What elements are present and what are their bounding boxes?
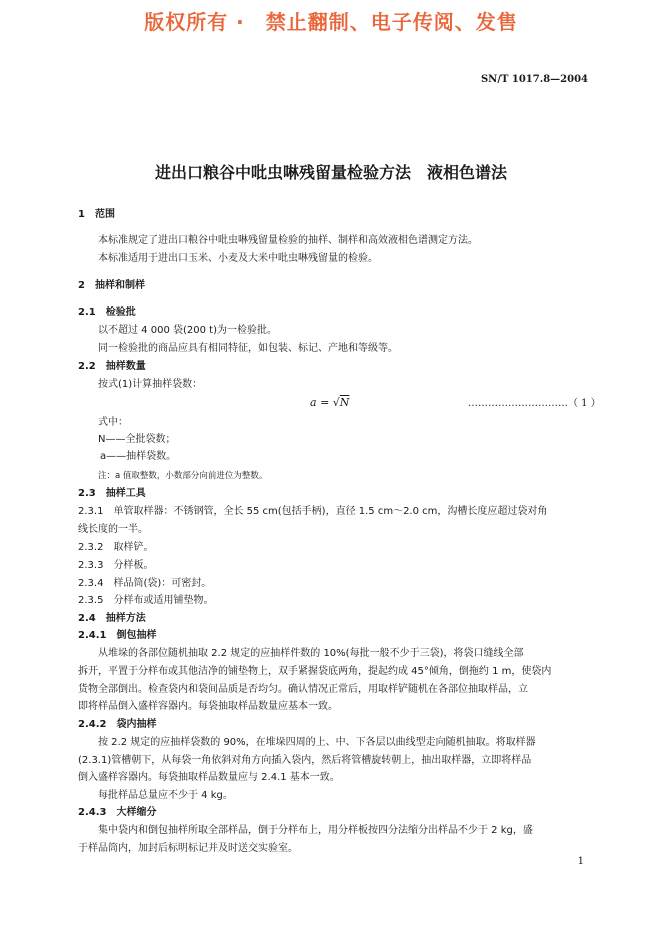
section-2-3-heading: 2.3 抽样工具	[78, 488, 146, 499]
section-2-4-1-heading: 2.4.1 倒包抽样	[78, 630, 157, 641]
section-2-3-1-line-1: 2.3.1 单管取样器：不锈钢管，全长 55 cm(包括手柄)，直径 1.5 cm～2.0 cm，沟槽长度应超过袋对角	[78, 506, 548, 517]
page-number: 1	[577, 856, 584, 867]
section-2-3-4: 2.3.4 样品筒(袋)：可密封。	[78, 578, 212, 589]
section-2-1-paragraph-1: 以不超过 4 000 袋(200 t)为一检验批。	[98, 325, 277, 336]
watermark: 版权所有 · 禁止翻制、电子传阅、发售	[144, 10, 518, 34]
section-1-heading: 1 范围	[78, 209, 115, 220]
section-2-4-2-line-4: 每批样品总量应不少于 4 kg。	[98, 790, 233, 801]
equation-number: …………………………（ 1 ）	[468, 398, 601, 409]
section-1-paragraph-1: 本标准规定了进出口粮谷中吡虫啉残留量检验的抽样、制样和高效液相色谱测定方法。	[98, 235, 478, 246]
section-2-3-1-line-2: 线长度的一半。	[78, 524, 148, 535]
section-2-4-3-line-2: 于样品筒内，加封后标明标记并及时送交实验室。	[78, 843, 298, 854]
sqrt-symbol: √	[332, 396, 340, 409]
section-2-4-2-line-2: (2.3.1)管槽朝下，从每袋一角依斜对角方向插入袋内，然后将管槽旋转朝上，抽出取样器，立即将样品	[78, 755, 532, 766]
note: 注：a 值取整数，小数部分向前进位为整数。	[98, 471, 268, 481]
variable-n-definition: N——全批袋数；	[98, 434, 176, 445]
section-1-paragraph-2: 本标准适用于进出口玉米、小麦及大米中吡虫啉残留量的检验。	[98, 253, 378, 264]
section-2-1-paragraph-2: 同一检验批的商品应具有相同特征，如包装、标记、产地和等级等。	[98, 343, 398, 354]
section-2-2-heading: 2.2 抽样数量	[78, 361, 146, 372]
section-2-3-5: 2.3.5 分样布或适用铺垫物。	[78, 595, 214, 606]
section-2-4-2-line-3: 倒入盛样容器内。每袋抽取样品数量应与 2.4.1 基本一致。	[78, 772, 340, 783]
section-2-4-2-heading: 2.4.2 袋内抽样	[78, 719, 157, 730]
section-2-2-paragraph-1: 按式(1)计算抽样袋数：	[98, 379, 203, 390]
section-2-1-heading: 2.1 检验批	[78, 307, 136, 318]
section-2-4-3-line-1: 集中袋内和倒包抽样所取全部样品，倒于分样布上，用分样板按四分法缩分出样品不少于 2 kg，盛	[98, 825, 533, 836]
section-2-4-1-line-2: 拆开，平置于分样布或其他洁净的铺垫物上，双手紧握袋底两角，提起约成 45°倾角，倒拖约 1 m，使袋内	[78, 666, 552, 677]
variable-a-definition: a——抽样袋数。	[100, 451, 177, 462]
section-2-3-3: 2.3.3 分样板。	[78, 560, 154, 571]
section-2-3-2: 2.3.2 取样铲。	[78, 542, 154, 553]
section-2-heading: 2 抽样和制样	[78, 280, 145, 291]
formula-lhs: a	[310, 396, 317, 409]
where-label: 式中：	[98, 417, 128, 428]
document-title: 进出口粮谷中吡虫啉残留量检验方法 液相色谱法	[154, 163, 507, 182]
section-2-4-heading: 2.4 抽样方法	[78, 613, 146, 624]
standard-code: SN/T 1017.8—2004	[480, 74, 588, 85]
section-2-4-1-line-1: 从堆垛的各部位随机抽取 2.2 规定的应抽样件数的 10%(每批一般不少于三袋)，将袋口缝线全部	[98, 648, 524, 659]
section-2-4-2-line-1: 按 2.2 规定的应抽样袋数的 90%，在堆垛四周的上、中、下各层以曲线型走向随机抽取。将取样器	[98, 737, 536, 748]
section-2-4-3-heading: 2.4.3 大样缩分	[78, 807, 157, 818]
formula-equals: =	[320, 396, 330, 409]
section-2-4-1-line-4: 即将样品倒入盛样容器内。每袋抽取样品数量应基本一致。	[78, 701, 338, 712]
formula	[310, 396, 349, 410]
section-2-4-1-line-3: 货物全部倒出。检查袋内和袋间品质是否均匀。确认情况正常后，用取样铲随机在各部位抽取样品，立	[78, 684, 528, 695]
formula-argument: N	[339, 396, 350, 409]
